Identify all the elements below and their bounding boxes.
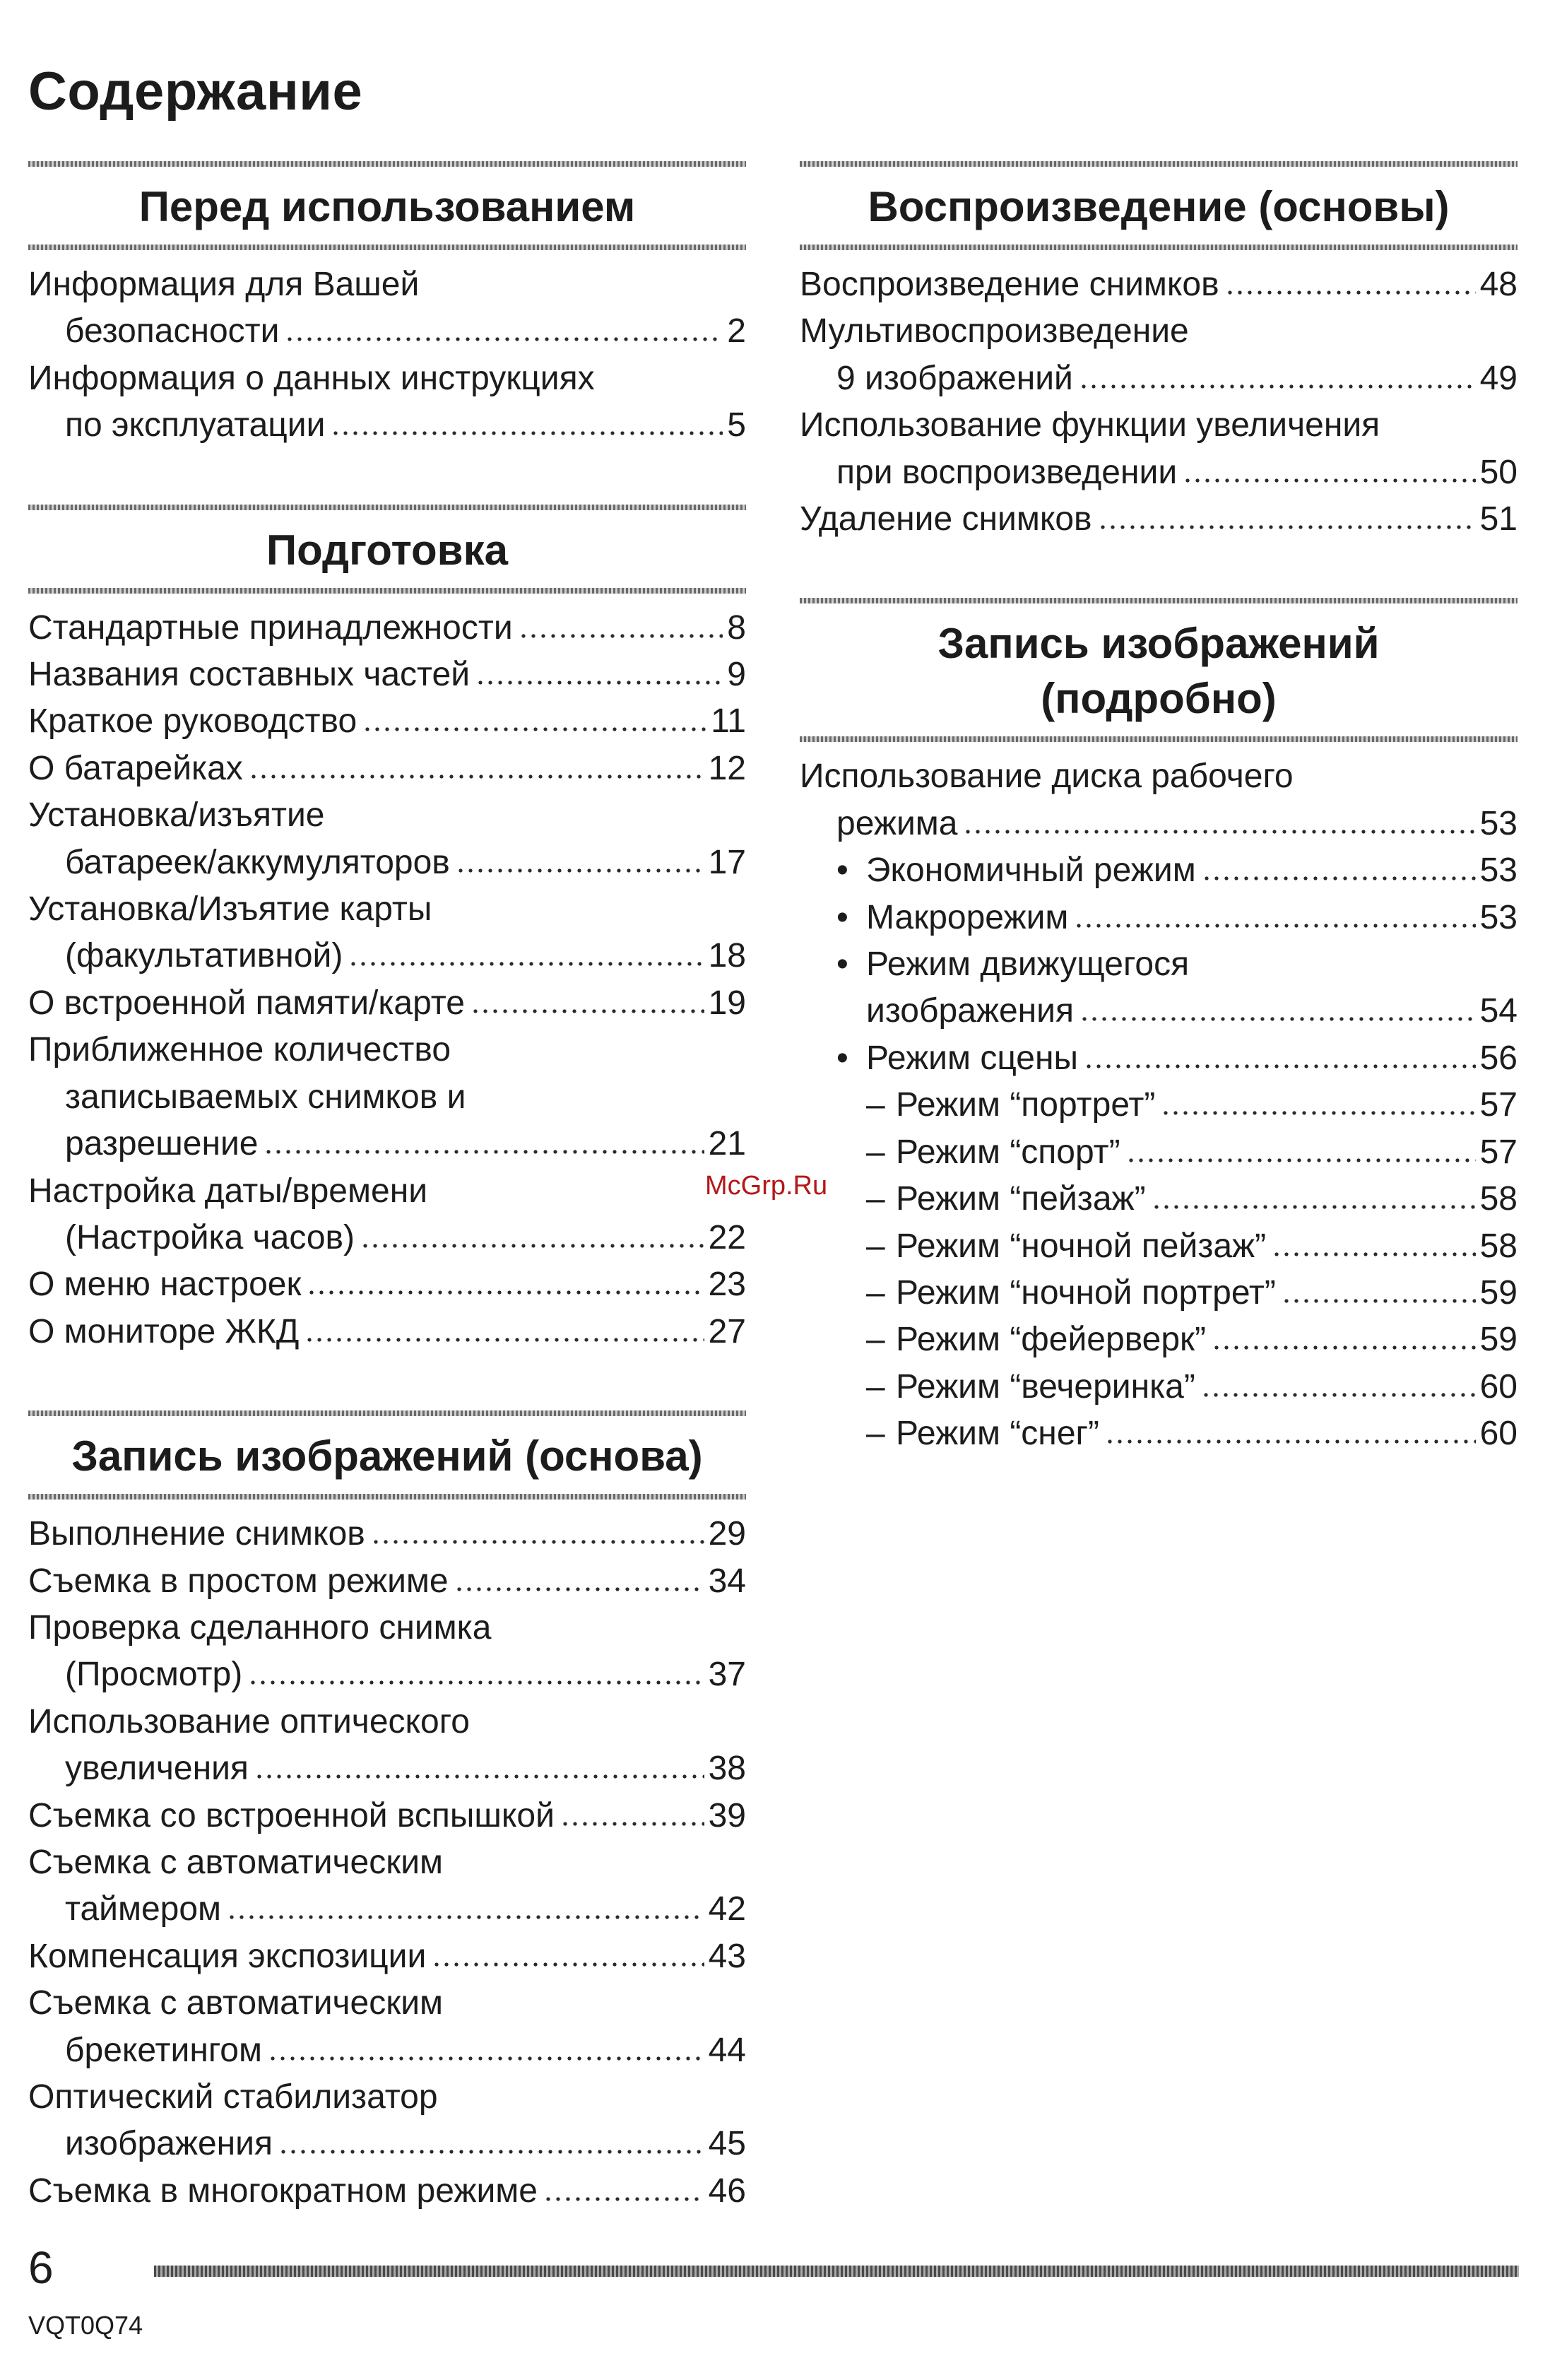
toc-entry-label: изображения [866, 992, 1074, 1030]
toc-entry-line [800, 1082, 1518, 1129]
toc-entry-label: Приближенное количество [28, 1031, 451, 1069]
toc-page-number: 57 [1479, 1133, 1518, 1171]
dot-leader [348, 961, 704, 967]
toc-entry-label: О батарейках [28, 749, 243, 787]
toc-entry-label: Использование оптического [28, 1702, 470, 1740]
toc-entry-line [28, 261, 746, 308]
dot-leader [1161, 1110, 1475, 1116]
toc-entry-label: Названия составных частей [28, 656, 471, 694]
dot-leader [1079, 384, 1476, 389]
toc-entry[interactable] [800, 1082, 1518, 1129]
section-heading-line: Воспроизведение (основы) [868, 183, 1450, 230]
toc-entry-label: Режим “снег” [896, 1415, 1099, 1453]
toc-page-number: 21 [708, 1125, 746, 1163]
toc-entry[interactable] [800, 847, 1518, 894]
toc-entry-line [800, 449, 1518, 496]
toc-page-number: 39 [708, 1796, 746, 1834]
toc-entry-line [28, 698, 746, 745]
toc-page-number: 43 [708, 1937, 746, 1975]
toc-entry-line [28, 2027, 746, 2074]
toc-entry[interactable] [800, 1270, 1518, 1316]
toc-entry-label: Режим “ночной пейзаж” [896, 1227, 1267, 1265]
dot-leader [543, 2196, 704, 2202]
toc-entry[interactable] [28, 886, 746, 980]
toc-entry-label: Съемка в простом режиме [28, 1562, 449, 1600]
dot-leader [454, 1586, 704, 1592]
toc-page-number: 49 [1479, 359, 1518, 397]
dot-leader [1201, 1392, 1476, 1398]
toc-entry-label: 9 изображений [836, 359, 1073, 397]
dot-leader [1282, 1298, 1476, 1304]
toc-entry-line [28, 1027, 746, 1073]
dot-leader [307, 1290, 704, 1295]
toc-page-number: 42 [708, 1890, 746, 1928]
dot-leader [1126, 1157, 1476, 1163]
toc-entry-line [28, 1309, 746, 1355]
toc-page-number: 58 [1479, 1227, 1518, 1265]
toc-page-number: 8 [727, 608, 746, 647]
toc-entry-label: О мониторе ЖКД [28, 1312, 300, 1350]
toc-entry[interactable] [800, 496, 1518, 543]
toc-entries [28, 1511, 746, 2215]
toc-entry[interactable] [800, 941, 1518, 1035]
toc-entry-label: батареек/аккумуляторов [65, 843, 450, 881]
document-code: VQT0Q74 [28, 2311, 143, 2340]
dot-leader [1202, 876, 1476, 881]
toc-entry[interactable] [800, 895, 1518, 941]
bullet-icon: • [836, 852, 848, 890]
dot-leader [264, 1149, 704, 1155]
dot-leader [1272, 1251, 1476, 1257]
toc-entry-label: брекетингом [65, 2031, 262, 2069]
toc-section [800, 161, 1518, 543]
toc-entry-line [800, 988, 1518, 1035]
toc-entry[interactable] [28, 1511, 746, 1557]
toc-page-number: 12 [708, 749, 746, 787]
toc-entry-line [28, 355, 746, 402]
dash-icon: – [866, 1180, 885, 1218]
toc-entry-label: безопасности [65, 312, 280, 350]
toc-entry-label: Экономичный режим [866, 852, 1196, 890]
toc-entry-line [800, 1035, 1518, 1082]
dot-leader [254, 1774, 704, 1779]
toc-entry-line [28, 1699, 746, 1745]
toc-entry-line [28, 1605, 746, 1651]
toc-page-number: 59 [1479, 1273, 1518, 1312]
dot-leader [456, 868, 704, 873]
toc-page-number: 17 [708, 843, 746, 881]
toc-entry[interactable] [28, 261, 746, 355]
toc-entry[interactable] [28, 1980, 746, 2074]
toc-page-number: 48 [1479, 266, 1518, 303]
toc-entry-label: Режим “спорт” [896, 1133, 1120, 1171]
toc-entry-line [28, 2168, 746, 2215]
dot-leader [360, 1243, 704, 1249]
toc-page-number: 5 [727, 406, 746, 444]
toc-entry-label: (Просмотр) [65, 1656, 243, 1694]
toc-entry-line [28, 980, 746, 1027]
toc-entry-line [28, 1261, 746, 1308]
dot-leader [362, 726, 706, 732]
toc-entry-label: О меню настроек [28, 1266, 302, 1304]
toc-entry-line [28, 792, 746, 839]
dash-icon: – [866, 1273, 885, 1312]
dot-leader [285, 336, 723, 342]
dash-icon: – [866, 1227, 885, 1265]
toc-entry[interactable] [28, 1558, 746, 1605]
toc-entry[interactable] [800, 402, 1518, 496]
toc-entry-line [28, 886, 746, 933]
toc-entry-label: Проверка сделанного снимка [28, 1608, 492, 1646]
dot-leader [278, 2149, 704, 2155]
toc-entry-line [28, 1121, 746, 1167]
toc-page-number: 60 [1479, 1415, 1518, 1453]
dot-leader [249, 774, 704, 779]
toc-entry-label: Удаление снимков [800, 500, 1092, 538]
toc-page-number: 50 [1479, 453, 1518, 491]
toc-entries [28, 261, 746, 449]
toc-entry[interactable] [28, 792, 746, 886]
toc-entry-line [28, 1511, 746, 1557]
section-heading-line: Запись изображений (основа) [71, 1432, 703, 1480]
toc-entry-label: Режим сцены [866, 1039, 1078, 1077]
toc-entry-line [28, 1886, 746, 1933]
dot-leader [1084, 1064, 1476, 1069]
toc-entry[interactable] [28, 980, 746, 1027]
toc-entry-label: разрешение [65, 1125, 259, 1163]
toc-entry-line [28, 746, 746, 792]
toc-entry-line [800, 1129, 1518, 1176]
toc-section [800, 598, 1518, 1457]
toc-entry-label: Режим “ночной портрет” [896, 1273, 1276, 1312]
toc-page-number: 53 [1479, 852, 1518, 890]
section-heading [800, 161, 1518, 250]
dash-icon: – [866, 1086, 885, 1124]
toc-entry-line [800, 895, 1518, 941]
toc-entry-line [28, 2074, 746, 2121]
toc-entry-line [800, 1316, 1518, 1363]
toc-page-number: 56 [1479, 1039, 1518, 1077]
toc-entry-line [800, 1364, 1518, 1410]
toc-entry-line [800, 847, 1518, 894]
toc-entry-label: таймером [65, 1890, 222, 1928]
toc-page-number: 22 [708, 1218, 746, 1256]
dot-leader [268, 2056, 704, 2061]
toc-entry-label: изображения [65, 2125, 273, 2163]
toc-entry[interactable] [800, 1316, 1518, 1363]
toc-entry-label: Информация для Вашей [28, 266, 420, 303]
toc-page-number: 23 [708, 1266, 746, 1304]
toc-entry-line [28, 2121, 746, 2167]
toc-entry[interactable] [28, 698, 746, 745]
toc-entry-line [800, 496, 1518, 543]
section-heading-line: Запись изображений [937, 620, 1380, 668]
toc-entry[interactable] [28, 652, 746, 698]
toc-page-number: 54 [1479, 992, 1518, 1030]
dot-leader [1098, 524, 1476, 530]
toc-page-number: 9 [727, 656, 746, 694]
toc-entry[interactable] [800, 261, 1518, 308]
toc-entry-label: О встроенной памяти/карте [28, 984, 465, 1022]
section-heading [28, 505, 746, 594]
toc-entry-label: Съемка со встроенной вспышкой [28, 1796, 555, 1834]
toc-entry-line [28, 1745, 746, 1792]
toc-entry[interactable] [28, 746, 746, 792]
toc-page-number: 53 [1479, 898, 1518, 936]
toc-entry-label: Режим “вечеринка” [896, 1367, 1195, 1406]
toc-entry-label: Съемка в многократном режиме [28, 2172, 538, 2210]
dot-leader [1183, 478, 1475, 483]
toc-page-number: 19 [708, 984, 746, 1022]
watermark: McGrp.Ru [705, 1171, 828, 1201]
section-heading-line: (подробно) [1041, 675, 1277, 723]
toc-entry-line [800, 1410, 1518, 1457]
toc-entry-label: Оптический стабилизатор [28, 2078, 438, 2116]
toc-entry-line [800, 402, 1518, 449]
dot-leader [475, 680, 723, 685]
toc-entry-line [800, 753, 1518, 800]
toc-page-number: 53 [1479, 804, 1518, 842]
toc-entry-label: (факультативной) [65, 937, 343, 975]
toc-entry-label: Установка/изъятие [28, 796, 325, 835]
toc-section [28, 161, 746, 449]
toc-page-number: 58 [1479, 1180, 1518, 1218]
dot-leader [963, 829, 1475, 835]
toc-entry-line [28, 1980, 746, 2027]
toc-entry-label: Съемка с автоматическим [28, 1984, 444, 2022]
toc-entry-label: Информация о данных инструкциях [28, 359, 595, 397]
toc-entry-label: Установка/Изъятие карты [28, 890, 432, 929]
dot-leader [1079, 1016, 1476, 1022]
toc-entry[interactable] [28, 2074, 746, 2168]
toc-entry[interactable] [28, 355, 746, 449]
section-heading [28, 161, 746, 250]
toc-entry-line [800, 801, 1518, 847]
toc-entry-label: Использование диска рабочего [800, 758, 1294, 796]
toc-entry-label: Использование функции увеличения [800, 406, 1380, 444]
toc-entry-line [800, 1270, 1518, 1316]
toc-entry-line [28, 1933, 746, 1980]
toc-entry-label: Режим движущегося [866, 945, 1190, 984]
toc-entry-label: Режим “фейерверк” [896, 1321, 1207, 1359]
dot-leader [1212, 1345, 1476, 1350]
toc-entry-line [28, 1168, 746, 1215]
right-column [800, 161, 1518, 1513]
dot-leader [371, 1539, 704, 1545]
toc-page-number: 60 [1479, 1367, 1518, 1406]
toc-page-number: 59 [1479, 1321, 1518, 1359]
toc-entry[interactable] [28, 1793, 746, 1839]
toc-entry[interactable] [28, 1699, 746, 1793]
dot-leader [560, 1821, 704, 1827]
toc-entry-line [800, 261, 1518, 308]
toc-entry-line [800, 941, 1518, 988]
toc-entry-line [28, 933, 746, 979]
toc-entry-label: (Настройка часов) [65, 1218, 355, 1256]
toc-entry-line [28, 1074, 746, 1121]
bullet-icon: • [836, 898, 848, 936]
toc-entry[interactable] [28, 1933, 746, 1980]
toc-entry[interactable] [800, 1035, 1518, 1082]
toc-entry-label: Выполнение снимков [28, 1515, 365, 1553]
toc-entry-label: Настройка даты/времени [28, 1172, 428, 1210]
dot-leader [248, 1680, 704, 1685]
footer-bar [154, 2266, 1519, 2277]
toc-entry-line [28, 308, 746, 355]
dot-leader [519, 633, 723, 639]
toc-entry[interactable] [28, 605, 746, 652]
toc-page-number: 46 [708, 2172, 746, 2210]
toc-entry[interactable] [800, 1129, 1518, 1176]
toc-entry-label: увеличения [65, 1750, 249, 1788]
toc-entry-label: Съемка с автоматическим [28, 1843, 444, 1881]
toc-entry[interactable] [28, 2168, 746, 2215]
dot-leader [1105, 1439, 1476, 1444]
toc-entry-label: при воспроизведении [836, 453, 1178, 491]
bullet-icon: • [836, 945, 848, 984]
toc-entry[interactable] [800, 1410, 1518, 1457]
section-heading-line: Перед использованием [138, 183, 636, 230]
toc-entry[interactable] [28, 1605, 746, 1699]
toc-entry-line [28, 1215, 746, 1261]
toc-entry-line [28, 1651, 746, 1698]
toc-page-number: 34 [708, 1562, 746, 1600]
toc-entries [800, 753, 1518, 1457]
toc-entry-line [800, 308, 1518, 355]
toc-entry[interactable] [28, 1168, 746, 1262]
toc-entry-label: режима [836, 804, 958, 842]
toc-entry-label: записываемых снимков и [65, 1078, 466, 1116]
toc-entry-label: Мультивоспроизведение [800, 312, 1189, 350]
dot-leader [304, 1337, 704, 1343]
toc-entry-label: Макрорежим [866, 898, 1069, 936]
toc-entry-line [800, 1223, 1518, 1270]
toc-entry-label: Режим “пейзаж” [896, 1180, 1146, 1218]
toc-page-number: 11 [711, 702, 746, 741]
dot-leader [1225, 290, 1476, 295]
page-title: Содержание [28, 61, 363, 122]
dash-icon: – [866, 1321, 885, 1359]
toc-page-number: 45 [708, 2125, 746, 2163]
toc-entry-line [28, 652, 746, 698]
toc-entry-label: Компенсация экспозиции [28, 1937, 427, 1975]
toc-entry-label: Краткое руководство [28, 702, 357, 741]
toc-entry-line [28, 1839, 746, 1886]
dash-icon: – [866, 1367, 885, 1406]
dash-icon: – [866, 1415, 885, 1453]
left-column [28, 161, 746, 2270]
toc-section [28, 1410, 746, 2215]
toc-entry-line [800, 355, 1518, 402]
section-heading-line: Подготовка [266, 526, 508, 574]
toc-entry-line [28, 402, 746, 449]
toc-page-number: 57 [1479, 1086, 1518, 1124]
toc-entry[interactable] [28, 1309, 746, 1355]
toc-entry-line [800, 1176, 1518, 1223]
toc-entry[interactable] [28, 1261, 746, 1308]
toc-entry-label: Воспроизведение снимков [800, 266, 1219, 303]
toc-entry[interactable] [800, 308, 1518, 402]
dot-leader [1152, 1204, 1476, 1210]
toc-entry-label: Стандартные принадлежности [28, 608, 513, 647]
toc-entry[interactable] [800, 1223, 1518, 1270]
toc-page-number: 37 [708, 1656, 746, 1694]
toc-page-number: 51 [1479, 500, 1518, 538]
bullet-icon: • [836, 1039, 848, 1077]
toc-entry-line [28, 1793, 746, 1839]
dot-leader [331, 430, 723, 436]
dash-icon: – [866, 1133, 885, 1171]
toc-entry[interactable] [800, 1176, 1518, 1223]
toc-page-number: 18 [708, 937, 746, 975]
toc-entry[interactable] [800, 753, 1518, 847]
toc-entries [28, 605, 746, 1356]
toc-entry-label: Режим “портрет” [896, 1086, 1156, 1124]
toc-page-number: 27 [708, 1312, 746, 1350]
toc-entry-line [28, 1558, 746, 1605]
toc-entry[interactable] [28, 1839, 746, 1933]
toc-entry-line [28, 605, 746, 652]
dot-leader [432, 1962, 704, 1967]
toc-entry-label: по эксплуатации [65, 406, 326, 444]
toc-page-number: 2 [727, 312, 746, 350]
toc-entries [800, 261, 1518, 543]
dot-leader [1074, 923, 1475, 929]
toc-entry-line [28, 840, 746, 886]
dot-leader [227, 1914, 704, 1920]
toc-entry[interactable] [800, 1364, 1518, 1410]
toc-page-number: 29 [708, 1515, 746, 1553]
section-heading [28, 1410, 746, 1500]
toc-section [28, 505, 746, 1356]
toc-page-number: 38 [708, 1750, 746, 1788]
toc-page-number: 44 [708, 2031, 746, 2069]
page-number: 6 [28, 2242, 54, 2293]
dot-leader [471, 1008, 704, 1014]
section-heading [800, 598, 1518, 742]
toc-entry[interactable] [28, 1027, 746, 1167]
